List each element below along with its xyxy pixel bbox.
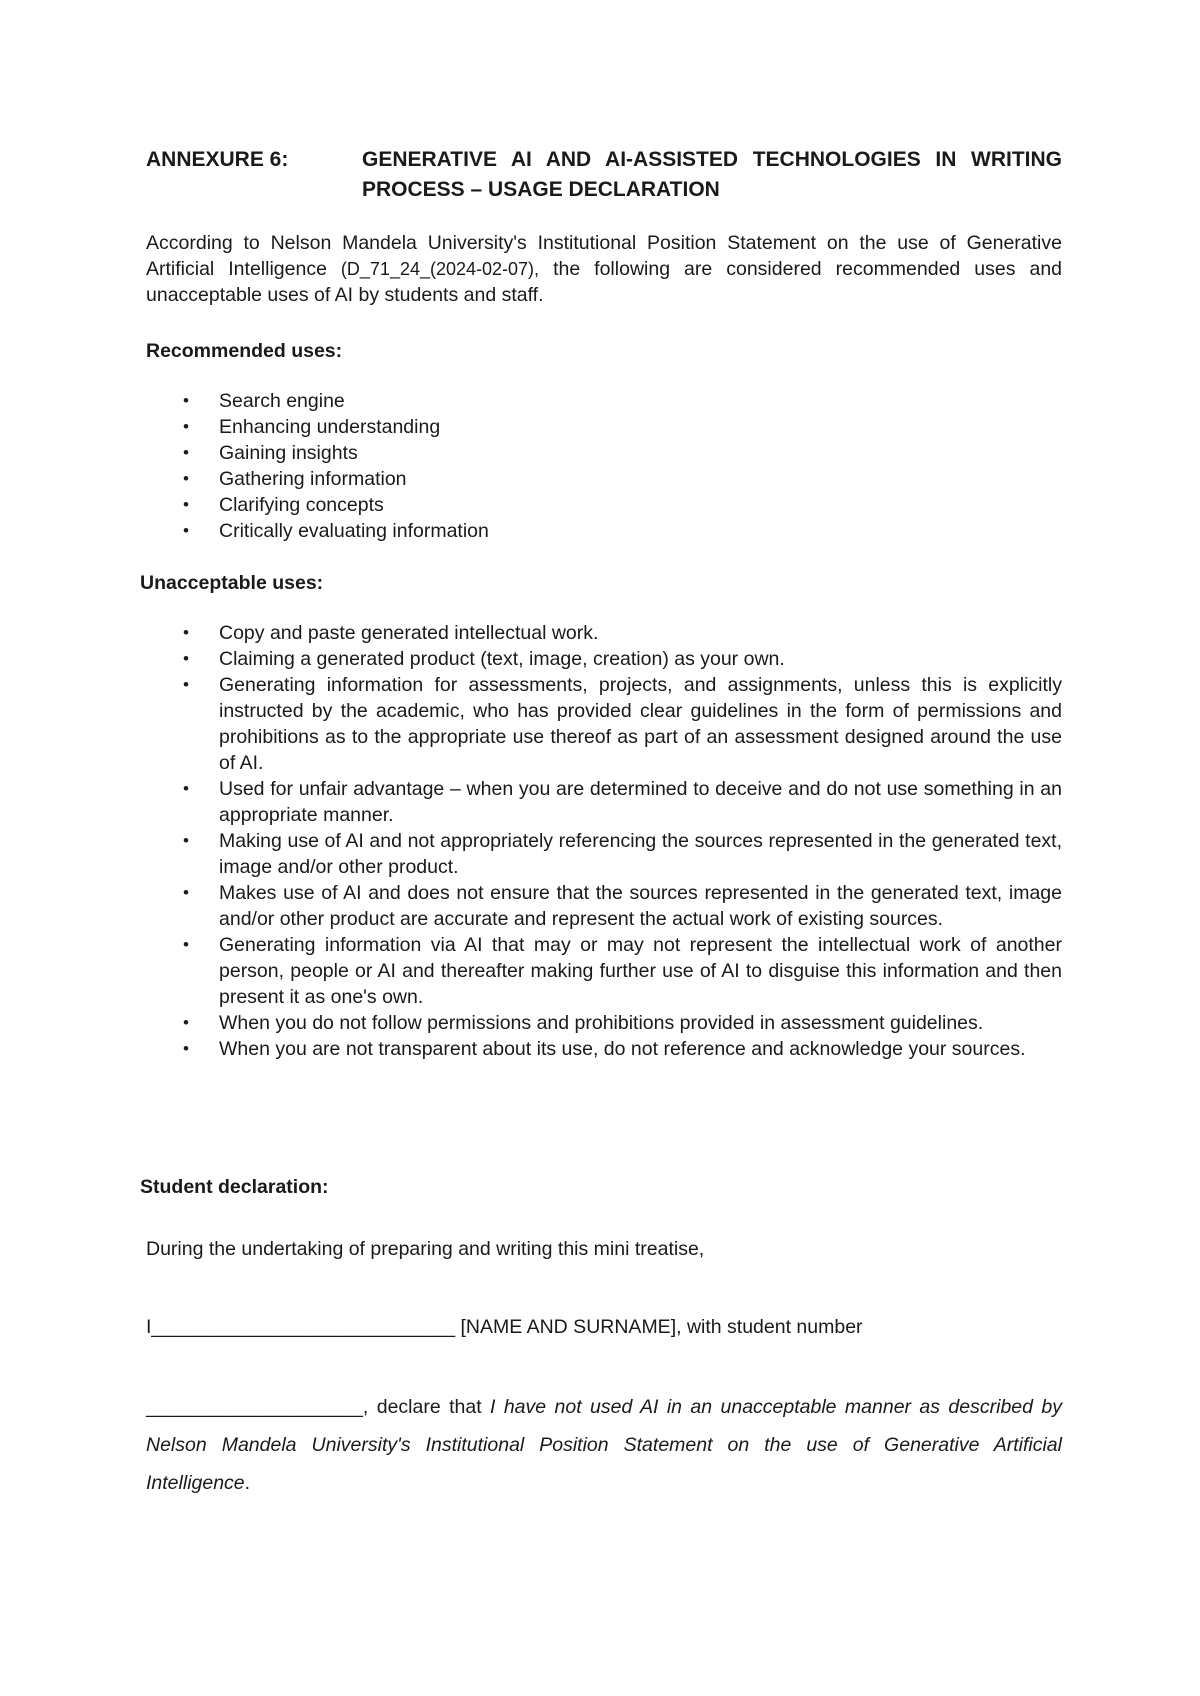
bullet-icon: •: [183, 495, 189, 514]
student-number-blank: ____________________: [146, 1396, 363, 1418]
list-item: • Making use of AI and not appropriately referencing the sources represented in the generated text, image and/or other product.: [183, 830, 1062, 878]
list-item: • Clarifying concepts: [183, 494, 384, 516]
unacceptable-heading: Unacceptable uses:: [140, 572, 324, 594]
name-line: [146, 1316, 1062, 1339]
declaration-italic: I have not used AI in an unacceptable manner as described by Nelson Mandela University's Institutional Position Statement on the use of Generative Artificial Intelligence: [146, 1396, 1062, 1494]
bullet-icon: •: [183, 831, 189, 850]
recommended-heading: Recommended uses:: [146, 340, 343, 362]
bullet-icon: •: [183, 391, 189, 410]
intro-paragraph: [146, 230, 1062, 308]
bullet-icon: •: [183, 935, 189, 954]
name-label: [NAME AND SURNAME], with student number: [455, 1316, 863, 1338]
list-item: • Generating information for assessments, projects, and assignments, unless this is explicitly instructed by the academic, who has provided clear guidelines in the form of permissions and prohibitions as to the appropriate use thereof as part of an assessment designed around the use of AI.: [183, 674, 1062, 774]
list-item: • Generating information via AI that may or may not represent the intellectual work of another person, people or AI and thereafter making further use of AI to disguise this information and then present it as one's own.: [183, 934, 1062, 1008]
bullet-icon: •: [183, 883, 189, 902]
list-item: • Gathering information: [183, 468, 407, 490]
list-item: • Search engine: [183, 390, 345, 412]
bullet-icon: •: [183, 521, 189, 540]
bullet-icon: •: [183, 443, 189, 462]
bullet-icon: •: [183, 675, 189, 694]
bullet-icon: •: [183, 417, 189, 436]
bullet-icon: •: [183, 779, 189, 798]
list-item: • Gaining insights: [183, 442, 358, 464]
bullet-icon: •: [183, 649, 189, 668]
declaration-statement: ____________________, declare that I have not used AI in an unacceptable manner as described by Nelson Mandela University's Institutional Position Statement on the use of Generative Artificial Intelligence.: [146, 1396, 1062, 1494]
bullet-icon: •: [183, 623, 189, 642]
list-item: • Critically evaluating information: [183, 520, 489, 542]
declaration-intro: During the undertaking of preparing and writing this mini treatise,: [146, 1238, 705, 1260]
bullet-icon: •: [183, 1013, 189, 1032]
list-item: • Enhancing understanding: [183, 416, 441, 438]
list-item: • Copy and paste generated intellectual work.: [183, 622, 599, 644]
intro-text-end: the following are considered recommended uses and unacceptable uses of AI by students and staff.: [146, 258, 1063, 306]
annexure-title: GENERATIVE AI AND AI-ASSISTED TECHNOLOGIES IN WRITING PROCESS – USAGE DECLARATION: [362, 148, 1062, 201]
list-item: • When you are not transparent about its use, do not reference and acknowledge your sources.: [183, 1038, 1026, 1060]
bullet-icon: •: [183, 469, 189, 488]
unacceptable-list: [146, 620, 1062, 1062]
declaration-heading: Student declaration:: [140, 1176, 329, 1198]
name-blank: I____________________________: [146, 1316, 456, 1338]
list-item: • Used for unfair advantage – when you are determined to deceive and do not use something in an appropriate manner.: [183, 778, 1062, 826]
annexure-label: ANNEXURE 6:: [146, 148, 289, 171]
list-item: • Claiming a generated product (text, image, creation) as your own.: [183, 648, 785, 670]
bullet-icon: •: [183, 1039, 189, 1058]
list-item: • Makes use of AI and does not ensure that the sources represented in the generated text, image and/or other product are accurate and represent the actual work of existing sources.: [183, 882, 1062, 930]
recommended-list: [146, 388, 1062, 544]
intro-text: According to Nelson Mandela University's Institutional Position Statement on the use of Generative Artificial Intelligence: [146, 232, 1062, 280]
list-item: • When you do not follow permissions and prohibitions provided in assessment guidelines.: [183, 1012, 984, 1034]
policy-reference: (D_71_24_(2024-02-07),: [340, 259, 540, 279]
